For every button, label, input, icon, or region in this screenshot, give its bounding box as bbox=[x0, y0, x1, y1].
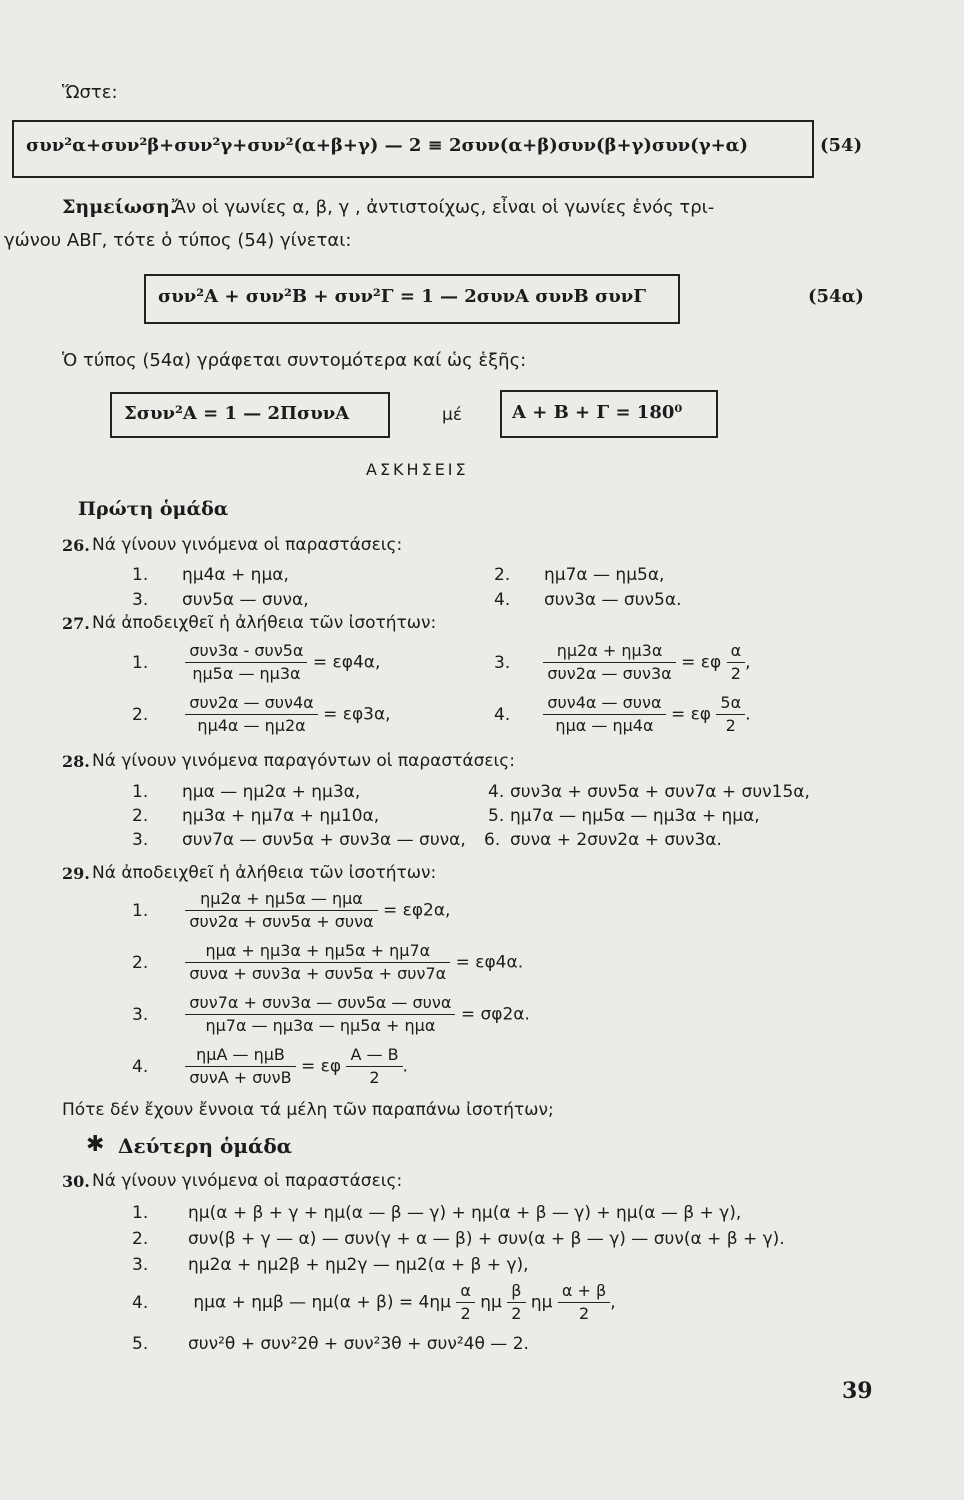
ex30-item-4-mid-2: ημ bbox=[530, 1292, 553, 1313]
ex27-number: 27. bbox=[62, 614, 90, 633]
ex26-item-4: συν3α — συν5α. bbox=[544, 590, 682, 610]
ex27-item-4-rhs-frac bbox=[716, 692, 745, 737]
ex28-number: 28. bbox=[62, 752, 90, 771]
note-line-1: Ἄν οἱ γωνίες α, β, γ , ἀντιστοίχως, εἶναι οἱ γωνίες ἑνός τρι- bbox=[172, 197, 715, 218]
ex28-text: Νά γίνουν γινόμενα παραγόντων οἱ παραστάσεις: bbox=[92, 751, 515, 771]
ex30-item-2-num: 2. bbox=[132, 1229, 149, 1249]
ex29-number: 29. bbox=[62, 864, 90, 883]
ex30-item-5-num: 5. bbox=[132, 1334, 149, 1354]
ex30-item-4-num: 4. bbox=[132, 1292, 149, 1313]
ex29-item-3-numerator: συν7α + συν3α — συν5α — συνα bbox=[185, 992, 455, 1015]
ex27-item-3-numerator: ημ2α + ημ3α bbox=[543, 640, 675, 663]
ex27-item-3-frac bbox=[543, 640, 675, 685]
ex29-item-1-denominator: συν2α + συν5α + συνα bbox=[189, 912, 374, 931]
ex26-text: Νά γίνουν γινόμενα οἱ παραστάσεις: bbox=[92, 535, 403, 555]
formula-54: συν²α+συν²β+συν²γ+συν²(α+β+γ) — 2 ≡ 2συν(α+β)συν(β+γ)συν(γ+α) bbox=[26, 135, 749, 156]
ex30-item-1-num: 1. bbox=[132, 1203, 149, 1223]
ex28-item-5: ημ7α — ημ5α — ημ3α + ημα, bbox=[510, 806, 760, 826]
ex28-item-1-num: 1. bbox=[132, 782, 149, 802]
ex29-row-2 bbox=[132, 940, 523, 985]
ex30-item-4: ημα + ημβ — ημ(α + β) = 4ημ bbox=[193, 1292, 451, 1313]
ex30-row-4 bbox=[132, 1280, 616, 1325]
ex27-item-3-rhs-frac bbox=[727, 640, 746, 685]
short-formula-mid: μέ bbox=[442, 405, 463, 425]
ex29-item-4-rhs-den: 2 bbox=[369, 1068, 380, 1087]
ex27-item-3-denominator: συν2α — συν3α bbox=[547, 664, 672, 683]
ex30-number: 30. bbox=[62, 1172, 90, 1191]
ex27-text: Νά ἀποδειχθεῖ ἡ ἀλήθεια τῶν ἰσοτήτων: bbox=[92, 613, 437, 633]
ex27-item-2-denominator: ημ4α — ημ2α bbox=[197, 716, 306, 735]
ex27-item-4-numerator: συν4α — συνα bbox=[543, 692, 665, 715]
ex26-item-2: ημ7α — ημ5α, bbox=[544, 565, 665, 585]
ex29-item-4-rhs: = εφ bbox=[300, 1056, 342, 1077]
ex30-item-4-end: , bbox=[610, 1292, 616, 1313]
formula-54a-tag: (54α) bbox=[808, 286, 864, 307]
ex29-item-3-denominator: ημ7α — ημ3α — ημ5α + ημα bbox=[205, 1016, 436, 1035]
ex26-item-4-num: 4. bbox=[494, 590, 511, 610]
ex30-item-4-frac-1-num: α bbox=[456, 1280, 475, 1303]
ex27-item-2-frac bbox=[185, 692, 317, 737]
ex30-item-1: ημ(α + β + γ + ημ(α — β — γ) + ημ(α + β — γ) + ημ(α — β + γ), bbox=[188, 1203, 742, 1223]
ex27-item-2-rhs: = εφ3α, bbox=[323, 704, 391, 725]
short-formula-right: Α + Β + Γ = 180⁰ bbox=[512, 402, 683, 423]
ex29-item-3-frac bbox=[185, 992, 455, 1037]
ex28-item-1: ημα — ημ2α + ημ3α, bbox=[182, 782, 361, 802]
ex28-item-2-num: 2. bbox=[132, 806, 149, 826]
ex28-item-5-num: 5. bbox=[488, 806, 505, 826]
ex27-item-2-num: 2. bbox=[132, 704, 149, 725]
ex29-item-4-denominator: συνΑ + συνΒ bbox=[189, 1068, 292, 1087]
ex28-item-2: ημ3α + ημ7α + ημ10α, bbox=[182, 806, 380, 826]
ex26-item-2-num: 2. bbox=[494, 565, 511, 585]
ex29-item-4-num: 4. bbox=[132, 1056, 149, 1077]
ex27-item-3-end: , bbox=[745, 652, 751, 673]
ex27-item-4-rhs: = εφ bbox=[670, 704, 711, 725]
ex29-item-3-rhs: = σφ2α. bbox=[460, 1004, 530, 1025]
ex27-item-1-num: 1. bbox=[132, 652, 149, 673]
ex30-item-3: ημ2α + ημ2β + ημ2γ — ημ2(α + β + γ), bbox=[188, 1255, 529, 1275]
note-label: Σημείωση. bbox=[62, 196, 177, 218]
ex27-item-4-rhs-den: 2 bbox=[725, 716, 736, 735]
ex30-item-3-num: 3. bbox=[132, 1255, 149, 1275]
ex30-text: Νά γίνουν γινόμενα οἱ παραστάσεις: bbox=[92, 1171, 403, 1191]
star-icon: ✱ bbox=[86, 1132, 105, 1157]
ex29-item-2-denominator: συνα + συν3α + συν5α + συν7α bbox=[189, 964, 447, 983]
ex27-row-1 bbox=[132, 640, 380, 685]
intro-word: Ὥστε: bbox=[62, 82, 118, 103]
ex29-item-4-rhs-frac bbox=[346, 1044, 402, 1089]
ex30-item-4-frac-3-num: α + β bbox=[558, 1280, 610, 1303]
group1-title: Πρώτη ὁμάδα bbox=[78, 498, 229, 520]
ex29-item-1-rhs: = εφ2α, bbox=[382, 900, 451, 921]
ex26-item-3-num: 3. bbox=[132, 590, 149, 610]
ex27-item-3-rhs-num: α bbox=[727, 640, 746, 663]
ex27-item-3-rhs-den: 2 bbox=[730, 664, 741, 683]
ex29-item-4-end: . bbox=[402, 1056, 408, 1077]
ex27-item-4-rhs-num: 5α bbox=[716, 692, 745, 715]
shorter-text: Ὁ τύπος (54α) γράφεται συντομότερα καί ὡς ἑξῆς: bbox=[62, 350, 527, 371]
ex30-item-4-frac-2-num: β bbox=[507, 1280, 525, 1303]
ex30-item-4-frac-2 bbox=[507, 1280, 525, 1325]
ex30-item-2: συν(β + γ — α) — συν(γ + α — β) + συν(α + β — γ) — συν(α + β + γ). bbox=[188, 1229, 785, 1249]
ex27-item-3-num: 3. bbox=[494, 652, 511, 673]
ex29-item-4-frac bbox=[185, 1044, 295, 1089]
ex29-item-2-numerator: ημα + ημ3α + ημ5α + ημ7α bbox=[185, 940, 450, 963]
ex29-item-2-rhs: = εφ4α. bbox=[455, 952, 524, 973]
ex27-item-3-rhs: = εφ bbox=[681, 652, 722, 673]
ex26-item-1: ημ4α + ημα, bbox=[182, 565, 289, 585]
ex30-item-5: συν²θ + συν²2θ + συν²3θ + συν²4θ — 2. bbox=[188, 1334, 529, 1354]
formula-54-tag: (54) bbox=[820, 135, 863, 156]
ex28-item-4-num: 4. bbox=[488, 782, 505, 802]
ex27-item-4-frac bbox=[543, 692, 665, 737]
ex26-item-1-num: 1. bbox=[132, 565, 149, 585]
ex29-item-1-frac bbox=[185, 888, 377, 933]
ex27-row-4 bbox=[494, 692, 751, 737]
ex27-row-3 bbox=[494, 640, 751, 685]
ex29-text: Νά ἀποδειχθεῖ ἡ ἀλήθεια τῶν ἰσοτήτων: bbox=[92, 863, 437, 883]
ex26-item-3: συν5α — συνα, bbox=[182, 590, 309, 610]
ex29-item-3-num: 3. bbox=[132, 1004, 149, 1025]
ex27-row-2 bbox=[132, 692, 391, 737]
ex27-item-1-numerator: συν3α - συν5α bbox=[185, 640, 307, 663]
ex27-item-4-num: 4. bbox=[494, 704, 511, 725]
short-formula-left: Σσυν²Α = 1 — 2ΠσυνΑ bbox=[124, 403, 350, 424]
ex30-item-4-frac-1-den: 2 bbox=[460, 1304, 471, 1323]
ex29-item-1-numerator: ημ2α + ημ5α — ημα bbox=[185, 888, 377, 911]
ex27-item-1-denominator: ημ5α — ημ3α bbox=[192, 664, 301, 683]
page-number: 39 bbox=[842, 1378, 873, 1404]
ex28-item-3-num: 3. bbox=[132, 830, 149, 850]
exercises-title: ΑΣΚΗΣΕΙΣ bbox=[366, 460, 469, 479]
ex30-item-4-frac-3 bbox=[558, 1280, 610, 1325]
ex28-item-6: συνα + 2συν2α + συν3α. bbox=[510, 830, 722, 850]
ex27-item-2-numerator: συν2α — συν4α bbox=[185, 692, 317, 715]
ex30-item-4-frac-3-den: 2 bbox=[578, 1304, 590, 1323]
ex29-item-4-rhs-num: Α — Β bbox=[346, 1044, 402, 1067]
ex29-item-4-numerator: ημΑ — ημΒ bbox=[185, 1044, 295, 1067]
ex29-item-2-frac bbox=[185, 940, 450, 985]
formula-54a: συν²Α + συν²Β + συν²Γ = 1 — 2συνΑ συνΒ συνΓ bbox=[158, 286, 647, 307]
note-line-2: γώνου ΑΒΓ, τότε ὁ τύπος (54) γίνεται: bbox=[4, 230, 352, 251]
ex28-item-3: συν7α — συν5α + συν3α — συνα, bbox=[182, 830, 466, 850]
ex26-number: 26. bbox=[62, 536, 90, 555]
ex29-question: Πότε δέν ἔχουν ἔννοια τά μέλη τῶν παραπάνω ἰσοτήτων; bbox=[62, 1100, 554, 1120]
ex29-row-4 bbox=[132, 1044, 408, 1089]
ex29-item-1-num: 1. bbox=[132, 900, 149, 921]
ex27-item-1-frac bbox=[185, 640, 307, 685]
ex27-item-4-denominator: ημα — ημ4α bbox=[555, 716, 654, 735]
ex28-item-4: συν3α + συν5α + συν7α + συν15α, bbox=[510, 782, 810, 802]
ex29-item-2-num: 2. bbox=[132, 952, 149, 973]
ex29-row-1 bbox=[132, 888, 450, 933]
ex28-item-6-num: 6. bbox=[484, 830, 501, 850]
ex29-row-3 bbox=[132, 992, 530, 1037]
ex30-item-4-frac-1 bbox=[456, 1280, 475, 1325]
ex27-item-4-end: . bbox=[745, 704, 751, 725]
ex27-item-1-rhs: = εφ4α, bbox=[312, 652, 381, 673]
ex30-item-4-frac-2-den: 2 bbox=[511, 1304, 522, 1323]
ex30-item-4-mid-1: ημ bbox=[480, 1292, 502, 1313]
group2-title: Δεύτερη ὁμάδα bbox=[118, 1134, 293, 1158]
